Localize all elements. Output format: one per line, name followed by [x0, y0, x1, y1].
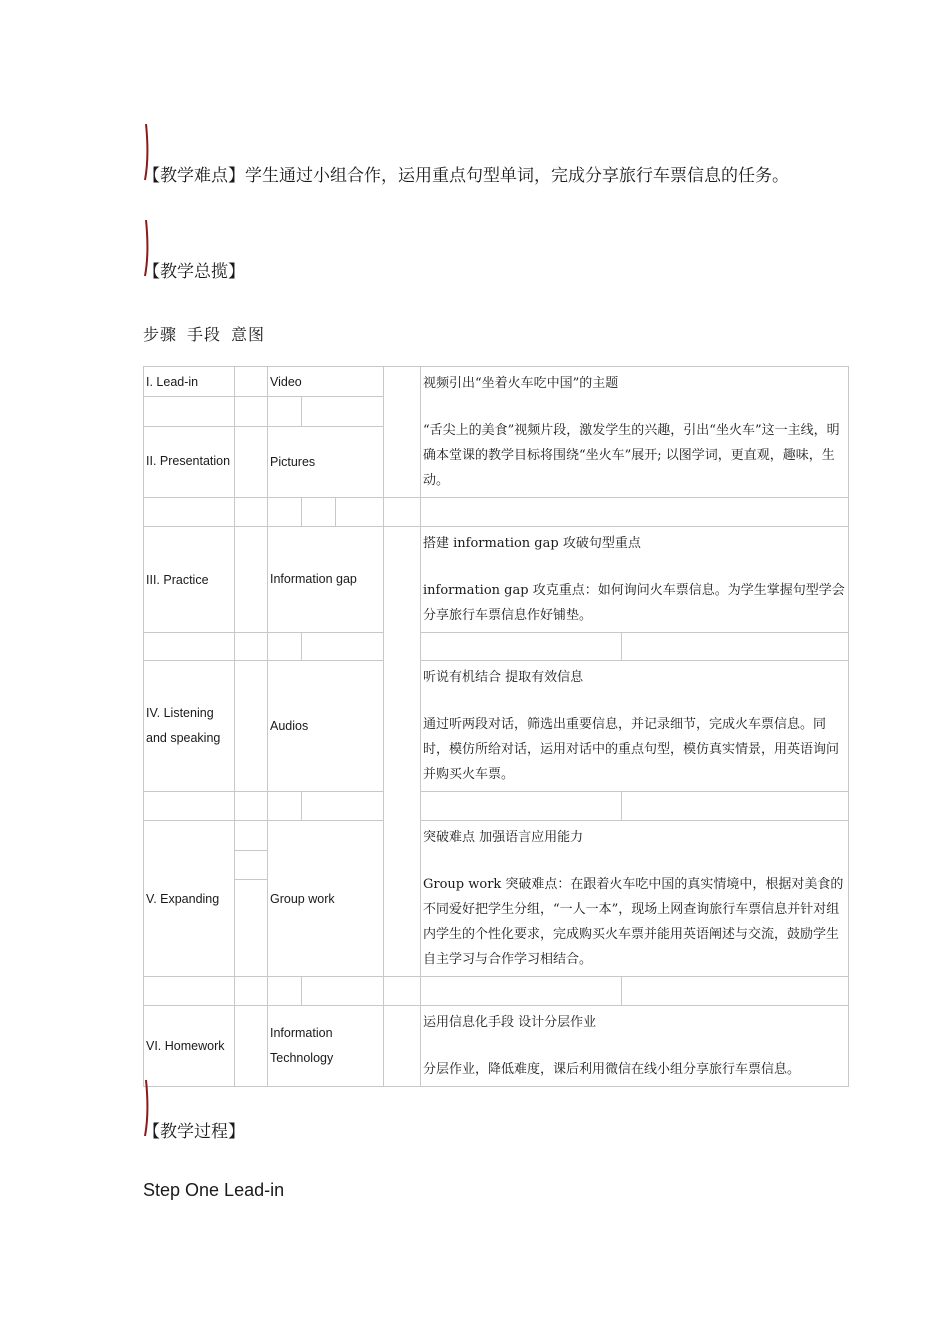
step-cell: III. Practice	[144, 527, 235, 633]
intent-cell	[421, 661, 849, 792]
step-cell: VI. Homework	[144, 1006, 235, 1087]
means-cell: Audios	[268, 661, 384, 792]
spacer-row	[144, 977, 849, 1006]
column-step: 步骤	[143, 325, 178, 344]
column-means: 手段	[187, 325, 222, 344]
intent-body: Group work 突破难点：在跟着火车吃中国的真实情境中，根据对美食的不同爱好把学生分组，“一人一本”，现场上网查询旅行车票信息并针对组内学生的个性化要求，完成购买火车票并能用英语阐述与交流，鼓励学生自主学习与合作学习相结合。	[423, 877, 844, 967]
overview-title: 【教学总揽】	[143, 262, 245, 282]
spacer-row	[144, 633, 849, 661]
process-title: 【教学过程】	[143, 1122, 245, 1142]
step-cell: IV. Listening and speaking	[144, 661, 235, 792]
step-cell: I. Lead-in	[144, 367, 235, 397]
table-row	[144, 821, 849, 851]
intent-cell	[421, 1006, 849, 1087]
column-intent: 意图	[231, 325, 266, 344]
table-row	[144, 1006, 849, 1087]
intent-head: 听说有机结合 提取有效信息	[423, 670, 584, 685]
spacer-row	[144, 498, 849, 527]
intent-head: 突破难点 加强语言应用能力	[423, 830, 584, 845]
spacer-row	[144, 792, 849, 821]
step-one-title: Step One Lead-in	[143, 1180, 285, 1200]
step-cell: V. Expanding	[144, 821, 235, 977]
means-cell: Information Technology	[268, 1006, 384, 1087]
intent-body: 分层作业，降低难度，课后利用微信在线小组分享旅行车票信息。	[423, 1062, 801, 1077]
difficulty-label: 【教学难点】	[143, 166, 245, 186]
means-cell: Video	[268, 367, 384, 397]
step-cell: II. Presentation	[144, 426, 235, 497]
intent-head: 视频引出“坐着火车吃中国”的主题	[423, 376, 619, 391]
intent-body: information gap 攻克重点：如何询问火车票信息。为学生掌握句型学会分享旅行车票信息作好铺垫。	[423, 583, 845, 623]
overview-table	[143, 366, 849, 1087]
intent-cell	[421, 527, 849, 633]
intent-head: 运用信息化手段 设计分层作业	[423, 1015, 597, 1030]
intent-body: “舌尖上的美食”视频片段，激发学生的兴趣，引出“坐火车”这一主线，明确本堂课的教学目标将围绕“坐火车”展开; 以图学词，更直观，趣味，生动。	[423, 423, 840, 488]
intent-body: 通过听两段对话，筛选出重要信息，并记录细节，完成火车票信息。同时，模仿所给对话，运用对话中的重点句型，模仿真实情景，用英语询问并购买火车票。	[423, 717, 840, 782]
means-cell: Group work	[268, 821, 384, 977]
intent-cell	[421, 821, 849, 977]
means-cell: Information gap	[268, 527, 384, 633]
table-row	[144, 367, 849, 397]
overview-columns	[143, 322, 275, 345]
intent-cell	[421, 367, 849, 498]
table-row	[144, 527, 849, 633]
difficulty-text: 学生通过小组合作，运用重点句型单词，完成分享旅行车票信息的任务。	[245, 166, 789, 186]
table-row	[144, 661, 849, 792]
intent-head: 搭建 information gap 攻破句型重点	[423, 536, 641, 551]
difficulty-section	[143, 165, 789, 187]
means-cell: Pictures	[268, 426, 384, 497]
